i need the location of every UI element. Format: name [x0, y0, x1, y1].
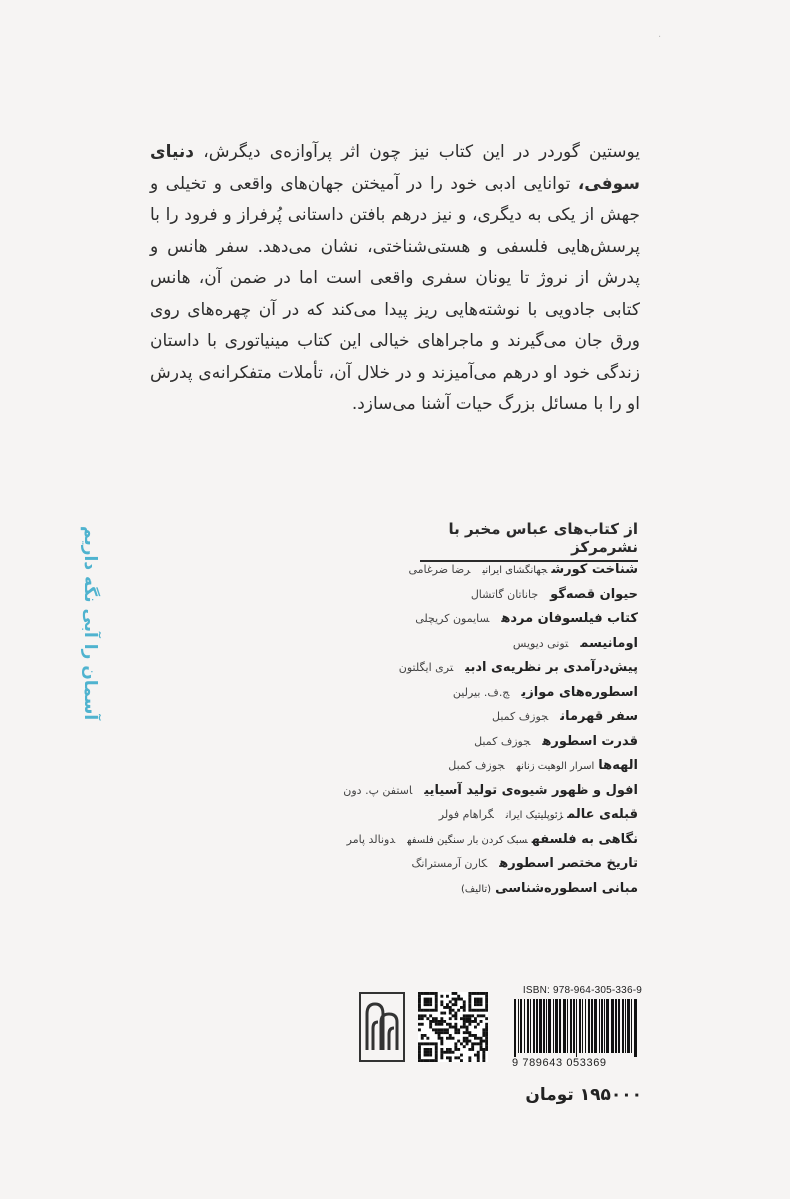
book-author: جوزف کمبل: [492, 710, 549, 723]
book-title: اومانیسم: [580, 635, 638, 651]
books-list: [340, 556, 638, 899]
book-title: کتاب فیلسوفان مرده: [501, 611, 638, 626]
qr-code-icon: [418, 992, 488, 1062]
price-label: ۱۹۵۰۰۰ تومان: [525, 1085, 642, 1105]
book-author: دونالد پامر: [346, 832, 396, 846]
book-author: کارن آرمسترانگ: [411, 857, 488, 870]
book-title: قدرت اسطوره: [542, 733, 638, 749]
book-subtitle: جهانگشای ایرانی: [482, 565, 548, 576]
corner-mark: ·: [658, 32, 662, 43]
book-list-item: [340, 605, 638, 630]
book-list-item: [340, 826, 638, 851]
book-list-item: [340, 728, 638, 753]
book-list-item: [340, 679, 638, 704]
book-title: اسطوره‌های موازی: [521, 684, 638, 700]
book-list-item: [340, 581, 638, 606]
book-author: سایمون کریچلی: [415, 612, 490, 625]
book-list-item: [340, 777, 638, 802]
book-title: تاریخ مختصر اسطوره: [499, 856, 638, 871]
blurb-paragraph: [150, 137, 640, 421]
book-author: جوزف کمبل: [448, 759, 505, 772]
barcode-digits: 9 789643 053369: [512, 1057, 607, 1069]
isbn-label: ISBN: 978-964-305-336-9: [522, 985, 642, 996]
book-author: رضا ضرغامی: [408, 563, 471, 576]
book-subtitle: اسرار الوهیت زنانه: [516, 761, 595, 772]
book-title: نگاهی به فلسفه: [531, 831, 638, 847]
isbn-barcode: [512, 985, 642, 1069]
book-title: سفر قهرمان: [560, 709, 638, 724]
blurb-text-start: یوستین گوردر در این کتاب نیز چون اثر پرآوازه‌ی دیگرش،: [194, 142, 640, 162]
book-title: قبله‌ی عالم: [567, 807, 638, 822]
book-list-item: [340, 654, 638, 679]
book-list-item: [340, 875, 638, 900]
book-subtitle: (تالیف): [461, 883, 492, 895]
book-author: تونی دیویس: [512, 636, 569, 650]
book-list-item: [340, 801, 638, 826]
book-title: افول و ظهور شیوه‌ی تولید آسیایی: [424, 782, 638, 798]
book-title: الهه‌ها: [598, 758, 638, 773]
blurb-bold-title: دنیای سوفی،: [150, 142, 640, 194]
book-list-item: [340, 556, 638, 581]
book-author: جوزف کمبل: [474, 734, 531, 748]
book-author: تری ایگلتون: [398, 661, 454, 674]
book-list-item: [340, 850, 638, 875]
books-heading: از کتاب‌های عباس مخبر با نشرمرکز: [420, 520, 638, 562]
barcode-bars-icon: [512, 999, 642, 1057]
spine-slogan: آسمان را آبی نگه داریم: [80, 525, 100, 720]
blurb-text-rest: توانایی ادبی خود را در آمیختن جهان‌های واقعی و تخیلی و جهش از یکی به دیگری، و نیز درهم بافتن داستانی پُرفراز و فرود را با پرسش‌هایی فلسفی و هستی‌شناختی، نشان می‌دهد. سفر هانس و پدرش از نروژ تا یونان سفری واقعی است اما در ضمن آن، هانس کتابی جادویی با نوشته‌هایی ریز پیدا می‌کند که در آن چهره‌های روی ورق جان می‌گیرند و ماجراهای خیالی این کتاب مینیاتوری با داستان زندگی خود او درهم می‌آمیزند و در خلال آن، تأملات متفکرانه‌ی پدرش او را با مسائل بزرگ حیات آشنا می‌سازد.: [150, 173, 640, 414]
book-author: ج.ف. بیرلین: [452, 685, 510, 699]
book-list-item: [340, 752, 638, 777]
book-subtitle: ژئوپلیتیک ایران: [505, 810, 564, 821]
book-list-item: [340, 630, 638, 655]
book-title: شناخت کورش: [551, 562, 638, 577]
publisher-logo-icon: [359, 992, 405, 1062]
book-title: پیش‌درآمدی بر نظریه‌ی ادبی: [465, 660, 638, 675]
book-list-item: [340, 703, 638, 728]
book-author: استفن پ. دون: [343, 783, 413, 797]
book-title: مبانی اسطوره‌شناسی: [495, 880, 638, 896]
book-author: جاناتان گاتشال: [470, 587, 539, 601]
book-title: حیوان قصه‌گو: [550, 586, 638, 602]
book-subtitle: سبک کردن بار سنگین فلسفه: [407, 834, 528, 846]
book-author: گراهام فولر: [438, 808, 494, 821]
